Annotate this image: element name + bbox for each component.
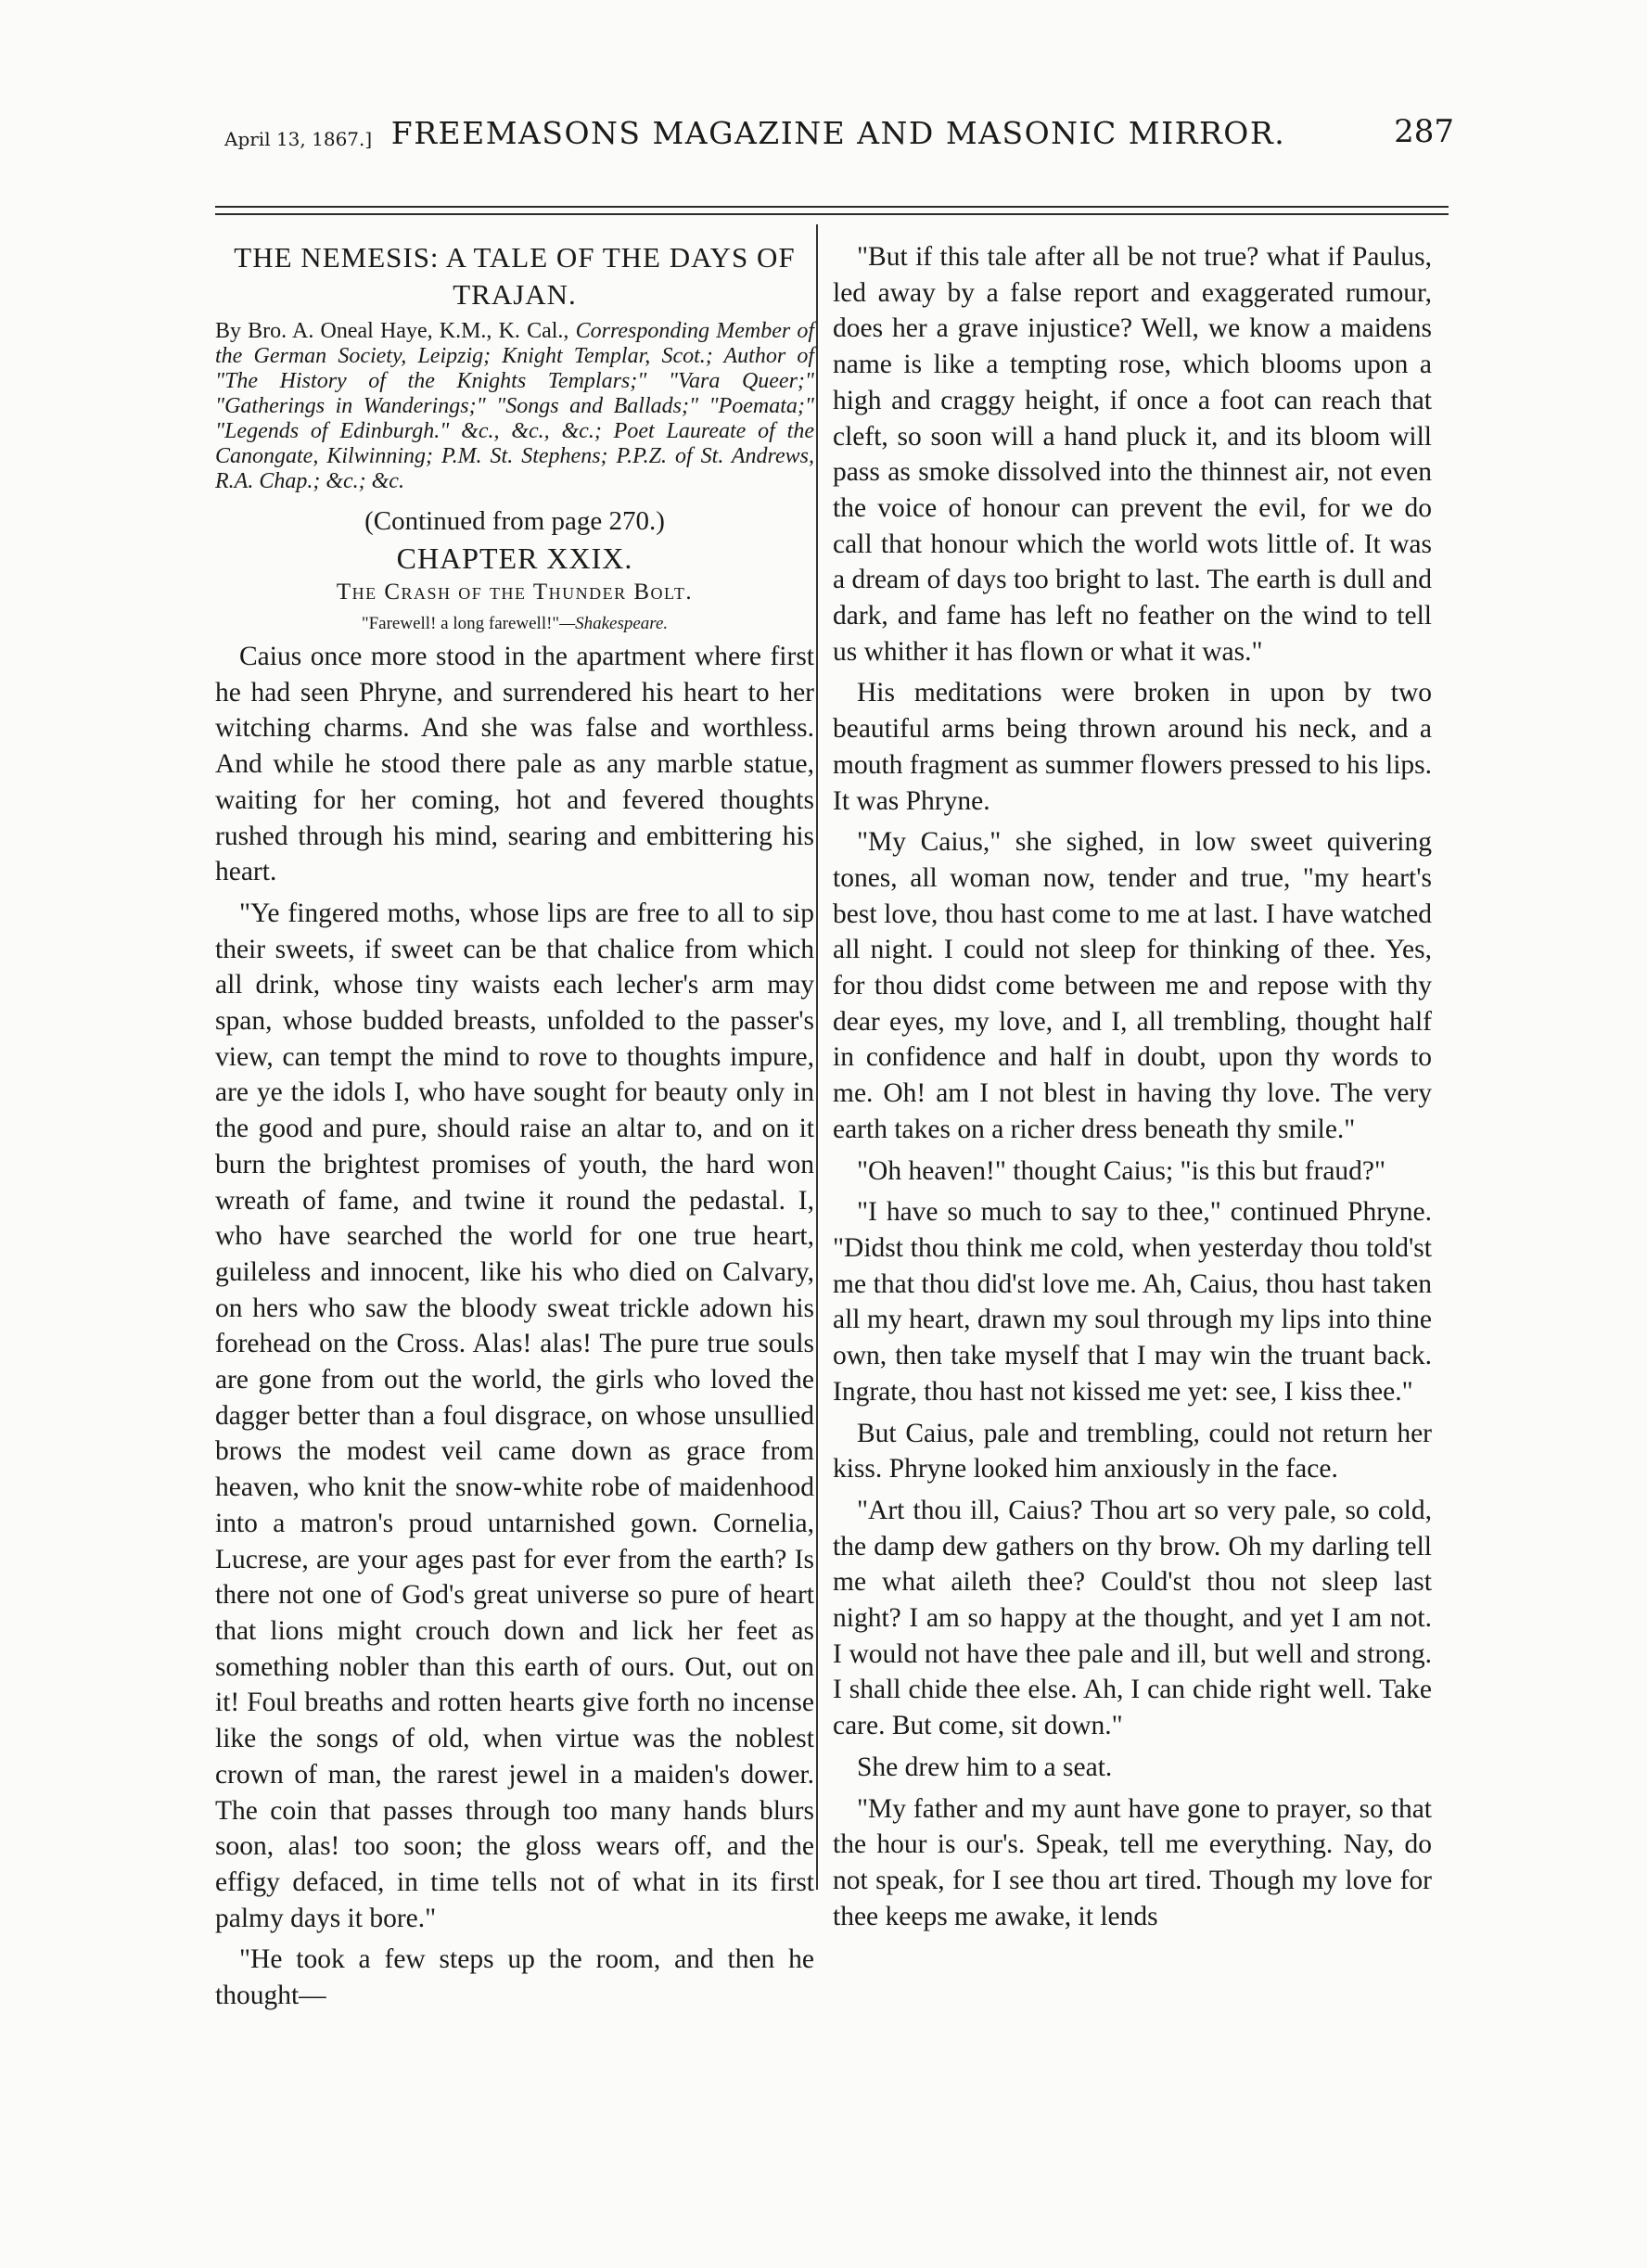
page-number: 287: [1394, 113, 1454, 150]
right-column: [833, 239, 1432, 1934]
paragraph: "But if this tale after all be not true? what if Paulus, led away by a false report and exaggerated rumour, does her a grave injustice? Well, we know a maidens name is like a tempting rose, which blooms upon a high and craggy height, if once a foot can reach that cleft, so soon will a hand pluck it, and its bloom will pass as smoke dissolved into the thinnest air, not even the voice of honour can prevent the evil, for we do call that honour which the world wots little of. It was a dream of days too bright to last. The earth is dull and dark, and fame has left no feather on the wind to tell us whither it has flown or what it was.": [833, 242, 1432, 667]
paragraph: She drew him to a seat.: [857, 1752, 1113, 1782]
paragraph: But Caius, pale and trembling, could not return her kiss. Phryne looked him anxiously in the face.: [833, 1418, 1432, 1484]
header-rule-top: [215, 206, 1449, 208]
paragraph: "He took a few steps up the room, and then he thought—: [215, 1944, 814, 2011]
epigraph: [215, 609, 814, 639]
byline-author: By Bro. A. Oneal Haye, K.M., K. Cal.,: [215, 319, 569, 343]
column-divider: [816, 224, 818, 1890]
article-byline: [215, 319, 814, 494]
paragraph: Caius once more stood in the apartment where first he had seen Phryne, and surrendered his heart to her witching charms. And she was false and worthless. And while he stood there pale as any marble statue, waiting for her coming, hot and fevered thoughts rushed through his mind, searing and embittering his heart.: [215, 642, 814, 887]
issue-date: April 13, 1867.]: [224, 128, 373, 150]
page-header: [219, 109, 1458, 165]
magazine-title: FREEMASONS MAGAZINE AND MASONIC MIRROR.: [390, 115, 1286, 151]
chapter-heading: CHAPTER XXIX.: [396, 542, 633, 575]
epigraph-author: —Shakespeare.: [559, 614, 669, 633]
paragraph: "Art thou ill, Caius? Thou art so very pale, so cold, the damp dew gathers on thy brow. Oh my darling tell me what aileth thee? Could'st thou not sleep last night? I am so happy at the thought, and yet I am not. I would not have thee pale and ill, but well and strong. I shall chide thee else. Ah, I can chide right well. Take care. But come, sit down.": [833, 1495, 1432, 1741]
paragraph: His meditations were broken in upon by two beautiful arms being thrown around his neck, and a mouth fragment as summer flowers pressed to his lips. It was Phryne.: [833, 678, 1432, 816]
byline-credentials: Corresponding Member of the German Society, Leipzig; Knight Templar, Scot.; Author of "The History of the Knights Templars;" "Vara Queer;" "Gatherings in Wanderings;" "Songs and Ballads;" "Poemata;" "Legends of Edinburgh." &c., &c., &c.; Poet Laureate of the Canongate, Kilwinning; P.M. St. Stephens; P.P.Z. of St. Andrews, R.A. Chap.; &c.; &c.: [215, 319, 815, 493]
paragraph: "My Caius," she sighed, in low sweet quivering tones, all woman now, tender and true, "my heart's best love, thou hast come to me at last. I have watched all night. I could not sleep for thinking of thee. Yes, for thou didst come between me and repose with thy dear eyes, my love, and I, all trembling, thought half in confidence and half in doubt, upon thy words to me. Oh! am I not blest in having thy love. The very earth takes on a richer dress beneath thy smile.": [833, 827, 1432, 1144]
left-column: [215, 239, 814, 2014]
continued-note: (Continued from page 270.): [364, 506, 665, 536]
paragraph: "I have so much to say to thee," continued Phryne. "Didst thou think me cold, when yesterday thou told'st me that thou did'st love me. Ah, Caius, thou hast taken all my heart, drawn my soul through my lips into thine own, then take myself that I may win the truant back. Ingrate, thou hast not kissed me yet: see, I kiss thee.": [833, 1197, 1432, 1407]
header-rule-bottom: [215, 213, 1449, 215]
paragraph: "My father and my aunt have gone to prayer, so that the hour is our's. Speak, tell me everything. Nay, do not speak, for I see thou art tired. Though my love for thee keeps me awake, it lends: [833, 1793, 1432, 1931]
paragraph: "Oh heaven!" thought Caius; "is this but fraud?": [857, 1155, 1386, 1186]
paragraph: "Ye fingered moths, whose lips are free to all to sip their sweets, if sweet can be that chalice from which all drink, whose tiny waists each lecher's arm may span, whose budded breasts, unfolded to the passer's view, can tempt the mind to rove to thoughts impure, are ye the idols I, who have sought for beauty only in the good and pure, should raise an altar to, and on it burn the brightest promises of youth, the hard won wreath of fame, and twine it round the pedastal. I, who have searched the world for one true heart, guileless and innocent, like his who died on Calvary, on hers who saw the bloody sweat trickle adown his forehead on the Cross. Alas! alas! The pure true souls are gone from out the world, the girls who loved the dagger better than a foul disgrace, on whose unsullied brows the modest veil came down as grace from heaven, who knit the snow-white robe of maidenhood into a matron's proud untarnished gown. Cornelia, Lucrese, are your ages past for ever from the earth? Is there not one of God's great universe so pure of heart that lions might crouch down and lick her feet as something nobler than this earth of ours. Out, out on it! Foul breaths and rotten hearts give forth no incense like the songs of old, when virtue was the noblest crown of man, the rarest jewel in a maiden's dower. The coin that passes through too many hands blurs soon, alas! too soon; the gloss wears off, and the effigy defaced, in time tells not of what in its first palmy days it bore.": [215, 898, 814, 1933]
epigraph-quote: "Farewell! a long farewell!": [361, 614, 560, 633]
chapter-title: The Crash of the Thunder Bolt.: [336, 580, 694, 605]
article-title: THE NEMESIS: A TALE OF THE DAYS OF TRAJAN.: [234, 241, 796, 311]
